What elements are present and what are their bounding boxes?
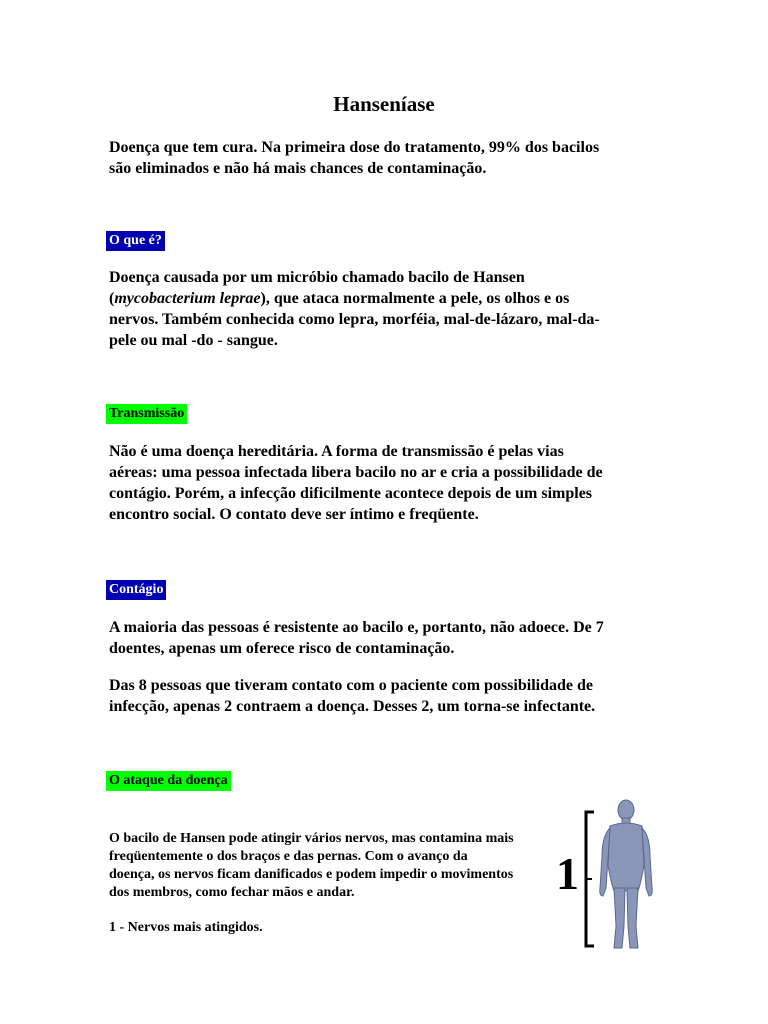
- intro-line: são eliminados e não há mais chances de contaminação.: [109, 160, 487, 177]
- paragraph-line: Não é uma doença hereditária. A forma de transmissão é pelas vias: [109, 443, 564, 460]
- section-heading-what: O que é?: [106, 231, 165, 251]
- paragraph-line: doentes, apenas um oferece risco de contaminação.: [109, 640, 455, 657]
- paragraph-line: O bacilo de Hansen pode atingir vários nervos, mas contamina mais: [109, 831, 514, 846]
- section-heading-contagion: Contágio: [106, 580, 166, 600]
- open-parenthesis: (: [109, 290, 115, 307]
- human-body-icon: [556, 796, 666, 956]
- paragraph-line: A maioria das pessoas é resistente ao bacilo e, portanto, não adoece. De 7: [109, 619, 604, 636]
- figure-number: 1: [556, 848, 579, 899]
- body-silhouette: [600, 800, 652, 948]
- paragraph-line: infecção, apenas 2 contraem a doença. Desses 2, um torna-se infectante.: [109, 698, 596, 715]
- attack-paragraph: [109, 830, 561, 902]
- page-title: Hanseníase: [333, 92, 435, 116]
- transmission-paragraph: [109, 441, 669, 525]
- paragraph-line: encontro social. O contato deve ser íntimo e freqüente.: [109, 506, 479, 523]
- paragraph-line: contágio. Porém, a infecção dificilmente acontece depois de um simples: [109, 485, 593, 502]
- paragraph-line: Doença causada por um micróbio chamado bacilo de Hansen: [109, 269, 525, 286]
- intro-paragraph: [109, 137, 669, 179]
- scientific-name: mycobacterium leprae: [114, 290, 261, 307]
- paragraph-line: freqüentemente o dos braços e das pernas. Com o avanço da: [109, 849, 468, 864]
- contagion-paragraph-1: [109, 617, 669, 659]
- section-heading-transmission: Transmissão: [106, 404, 187, 424]
- paragraph-line: nervos. Também conhecida como lepra, morféia, mal-de-lázaro, mal-da-: [109, 311, 600, 328]
- what-paragraph: [109, 267, 669, 351]
- paragraph-line: dos membros, como fechar mãos e andar.: [109, 885, 355, 900]
- figure-caption: 1 - Nervos mais atingidos.: [109, 920, 263, 935]
- paragraph-line: aéreas: uma pessoa infectada libera bacilo no ar e cria a possibilidade de: [109, 464, 603, 481]
- paragraph-line: doença, os nervos ficam danificados e podem impedir o movimentos: [109, 867, 514, 882]
- paragraph-line: ), que ataca normalmente a pele, os olhos e os: [260, 290, 570, 307]
- paragraph-line: Das 8 pessoas que tiveram contato com o paciente com possibilidade de: [109, 677, 593, 694]
- paragraph-line: pele ou mal -do - sangue.: [109, 332, 278, 349]
- intro-line: Doença que tem cura. Na primeira dose do tratamento, 99% dos bacilos: [109, 139, 600, 156]
- section-heading-attack: O ataque da doença: [106, 771, 231, 791]
- contagion-paragraph-2: [109, 675, 669, 717]
